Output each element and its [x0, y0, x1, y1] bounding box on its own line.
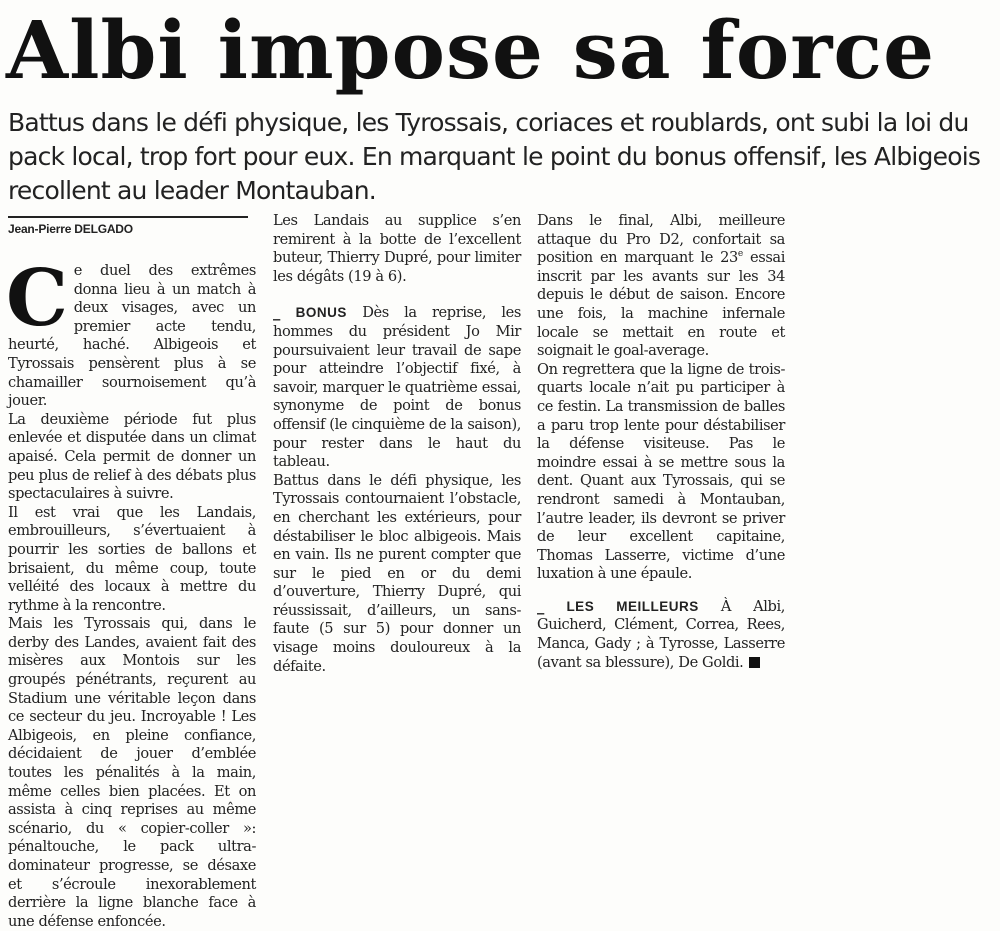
lead-text: e duel des extrêmes donna lieu à un match à deux visages, avec un premier acte tendu, heurté, haché. Albigeois et Tyrossais pensèrent plus à se chamailler sournoisement qu’à jouer. [8, 262, 256, 410]
article-column-2 [273, 212, 521, 676]
article-column-1 [6, 253, 256, 931]
paragraph-7-start: Dans le final, Albi, meilleure attaque du Pro D2, confortait sa position en marquant le 23 [537, 212, 785, 267]
end-mark [749, 657, 760, 668]
bonus-dash: _ [273, 304, 296, 322]
best-players-text: À Albi, Guicherd, Clément, Correa, Rees, Manca, Gady ; à Tyrosse, Lasserre (avant sa blessure), De Goldi. [537, 597, 786, 671]
best-players-kicker: LES MEILLEURS [566, 598, 699, 614]
paragraph-6: Battus dans le défi physique, les Tyrossais contournaient l’obstacle, en cherchant les extérieurs, pour déstabiliser le bloc albigeois. Mais en vain. Ils ne purent compter que sur le pied en or du demi d’ouverture, Thierry Dupré, qui réussissait, d’ailleurs, un sans-faute (5 sur 5) pour donner un visage moins douloureux à la défaite. [273, 471, 521, 675]
lead-paragraph [6, 253, 256, 411]
paragraph-3: Il est vrai que les Landais, embrouilleurs, s’évertuaient à pourrir les sorties de ballons et brisaient, du même coup, toute velléité des locaux à mettre du rythme à la rencontre. [8, 503, 256, 614]
paragraph-5: Les Landais au supplice s’en remirent à la botte de l’excellent buteur, Thierry Dupré, pour limiter les dégâts (19 à 6). [273, 212, 521, 285]
paragraph-7 [537, 212, 785, 361]
standfirst: Battus dans le défi physique, les Tyrossais, coriaces et roublards, ont subi la loi du pack local, trop fort pour eux. En marquant le point du bonus offensif, les Albigeois recollent au leader Montauban. [8, 108, 981, 205]
ordinal-suffix: e [737, 249, 743, 260]
byline: Jean-Pierre DELGADO [8, 222, 133, 236]
paragraph-7-end: essai inscrit par les avants sur les 34 depuis le début de saison. Encore une fois, la machine infernale locale se mettait en route et soignait le goal-average. [537, 249, 785, 360]
article-column-3 [537, 212, 785, 672]
paragraph-4: Mais les Tyrossais qui, dans le derby des Landes, avaient fait des misères aux Montois sur les groupés pénétrants, reçurent au Stadium une véritable leçon dans ce secteur du jeu. Incroyable ! Les Albigeois, en pleine confiance, décidaient de jouer d’emblée toutes les pénalités à la main, même celles bien placées. Et on assista à cinq reprises au même scénario, du « copier-coller »: pénaltouche, le pack ultra-dominateur progresse, se désaxe et s’écroule inexorablement derrière la ligne blanche face à une défense enfoncée. [8, 615, 256, 930]
bonus-kicker: BONUS [295, 305, 347, 321]
paragraph-2: La deuxième période fut plus enlevée et disputée dans un climat apaisé. Cela permit de donner un peu plus de relief à des débats plus spectaculaires à suivre. [8, 410, 256, 503]
headline: Albi impose sa force [6, 3, 936, 97]
bonus-text: Dès la reprise, les hommes du président Jo Mir poursuivaient leur travail de sape pour atteindre l’objectif fixé, à savoir, marquer le quatrième essai, synonyme de point de bonus offensif (le cinquième de la saison), pour rester dans le haut du tableau. [273, 304, 521, 471]
best-players-paragraph [537, 598, 785, 672]
byline-rule [8, 216, 248, 218]
drop-cap: C [6, 253, 68, 344]
paragraph-8: On regrettera que la ligne de trois-quarts locale n’ait pu participer à ce festin. La transmission de balles a paru trop lente pour déstabiliser la défense visiteuse. Pas le moindre essai à se mettre sous la dent. Quant aux Tyrossais, qui se rendront samedi à Montauban, l’autre leader, ils devront se priver de leur excellent capitaine, Thomas Lasserre, victime d’une luxation à une épaule. [537, 360, 785, 583]
bonus-paragraph [273, 304, 521, 471]
best-dash: _ [537, 597, 567, 615]
